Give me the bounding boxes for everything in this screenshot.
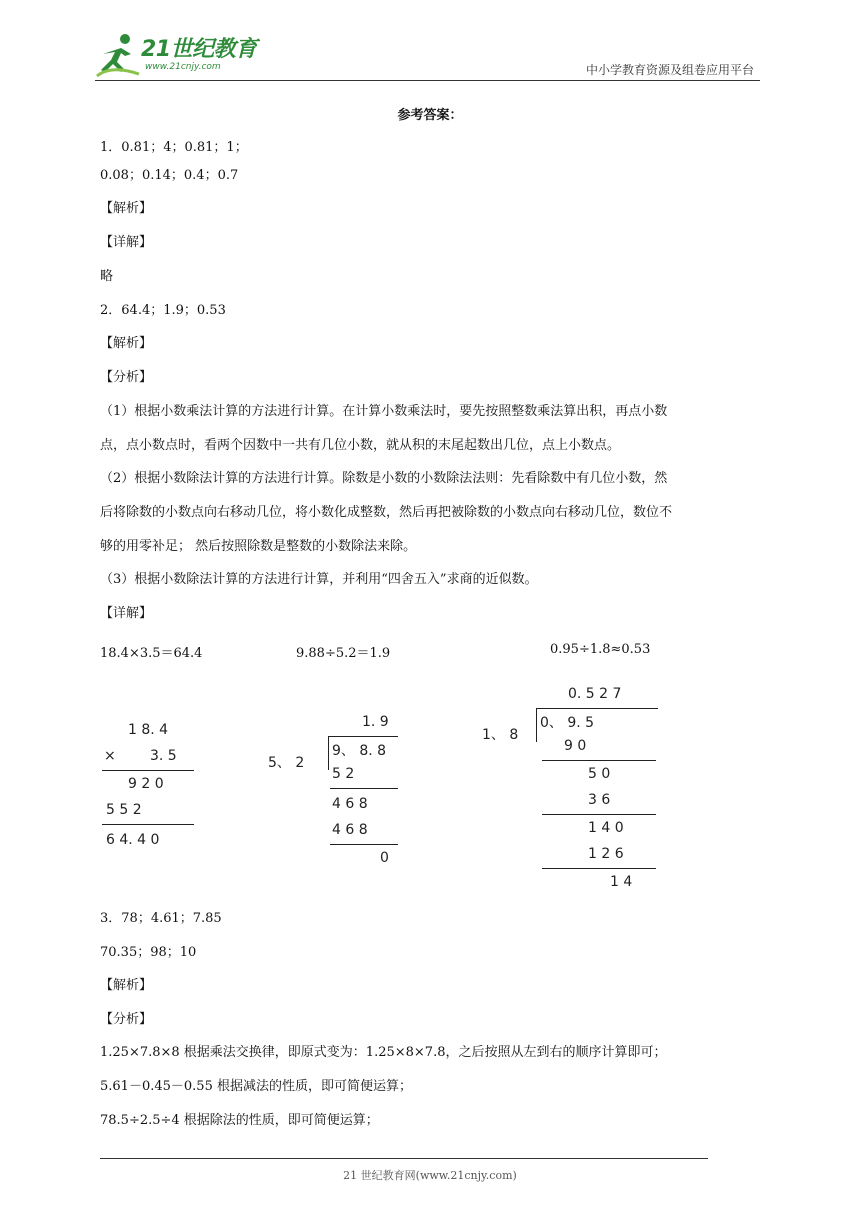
runner-logo-icon: [95, 32, 141, 78]
logo: [95, 30, 265, 78]
text-line: 够的用零补足； 然后按照除数是整数的小数除法来除。: [100, 539, 417, 554]
logo-text: 21世纪教育: [141, 37, 257, 62]
answer-title: 参考答案：: [397, 108, 463, 123]
calc-row: 1 2 6: [588, 846, 624, 862]
text-line: 【解析】: [100, 201, 153, 216]
text-line: 【分析】: [100, 370, 153, 385]
calc-rule: [102, 770, 194, 771]
text-line: 点，点小数点时，看两个因数中一共有几位小数，就从积的末尾起数出几位，点上小数点。: [100, 438, 621, 453]
text-line: 【解析】: [100, 336, 153, 351]
calc-rule: [330, 844, 398, 845]
multiplication-calc: [100, 718, 210, 858]
text-line: 78.5÷2.5÷4 根据除法的性质，即可简便运算；: [100, 1113, 379, 1128]
equation-3: 0.95÷1.8≈0.53: [550, 642, 651, 657]
calc-row: 5 0: [588, 766, 611, 782]
times-sign: ×: [104, 748, 116, 764]
divisor: 1、 8: [482, 727, 519, 743]
calc-row: 9 0: [564, 738, 587, 754]
division-calc-1: [266, 714, 406, 874]
calc-row: 4 6 8: [332, 822, 368, 838]
calc-row: 1 4 0: [588, 820, 624, 836]
text-line: 【分析】: [100, 1012, 153, 1027]
remainder: 1 4: [610, 874, 633, 890]
text-line: （1）根据小数乘法计算的方法进行计算。在计算小数乘法时，要先按照整数乘法算出积，再点小数: [100, 404, 668, 419]
calc-rule: [542, 760, 656, 761]
text-line: 0.08；0.14；0.4；0.7: [100, 168, 239, 183]
calc-row: 5 2: [332, 766, 355, 782]
divisor: 5、 2: [268, 755, 305, 771]
calc-row: 1 8. 4: [128, 722, 169, 738]
calc-rule: [542, 868, 656, 869]
calc-rule: [102, 824, 194, 825]
text-line: 后将除数的小数点向右移动几位，将小数化成整数，然后再把被除数的小数点向右移动几位，数位不: [100, 505, 673, 520]
text-line: 【详解】: [100, 606, 153, 621]
quotient: 1. 9: [362, 714, 389, 730]
text-line: 70.35；98；10: [100, 945, 197, 960]
calc-row: 3. 5: [150, 748, 177, 764]
logo-url: www.21cnjy.com: [145, 62, 221, 72]
calc-row: 5 5 2: [106, 802, 142, 818]
text-line: 略: [100, 269, 114, 284]
dividend: 9、 8. 8: [332, 743, 387, 759]
division-bar: [536, 708, 658, 709]
division-bar: [328, 736, 398, 737]
text-line: 5.61－0.45－0.55 根据减法的性质，即可简便运算；: [100, 1079, 412, 1094]
text-line: 1．0.81；4；0.81；1；: [100, 140, 248, 155]
calc-rule: [542, 814, 656, 815]
calc-row: 9 2 0: [128, 776, 164, 792]
dividend: 0、 9. 5: [540, 715, 595, 731]
text-line: 2．64.4；1.9；0.53: [100, 303, 226, 318]
calc-row: 3 6: [588, 792, 611, 808]
equation-1: 18.4×3.5＝64.4: [100, 646, 203, 661]
division-bracket: [328, 736, 329, 770]
text-line: 3．78；4.61；7.85: [100, 911, 222, 926]
calc-row: 4 6 8: [332, 796, 368, 812]
quotient: 0. 5 2 7: [568, 686, 622, 702]
text-line: 1.25×7.8×8 根据乘法交换律，即原式变为：1.25×8×7.8，之后按照从左到右的顺序计算即可；: [100, 1045, 667, 1060]
page-footer: 21 世纪教育网(www.21cnjy.com): [343, 1169, 517, 1182]
calc-row: 6 4. 4 0: [106, 832, 160, 848]
division-bracket: [536, 708, 537, 742]
page-header: [95, 30, 760, 81]
platform-name: 中小学教育资源及组卷应用平台: [585, 63, 754, 77]
text-line: 【详解】: [100, 235, 153, 250]
division-calc-2: [480, 684, 670, 894]
text-line: （2）根据小数除法计算的方法进行计算。除数是小数的小数除法法则：先看除数中有几位小数，然: [100, 471, 668, 486]
text-line: （3）根据小数除法计算的方法进行计算，并利用“四舍五入”求商的近似数。: [100, 572, 538, 587]
calc-rule: [330, 788, 398, 789]
remainder: 0: [380, 850, 389, 866]
text-line: 【解析】: [100, 978, 153, 993]
footer-rule: [100, 1158, 708, 1159]
equation-2: 9.88÷5.2＝1.9: [296, 646, 391, 661]
